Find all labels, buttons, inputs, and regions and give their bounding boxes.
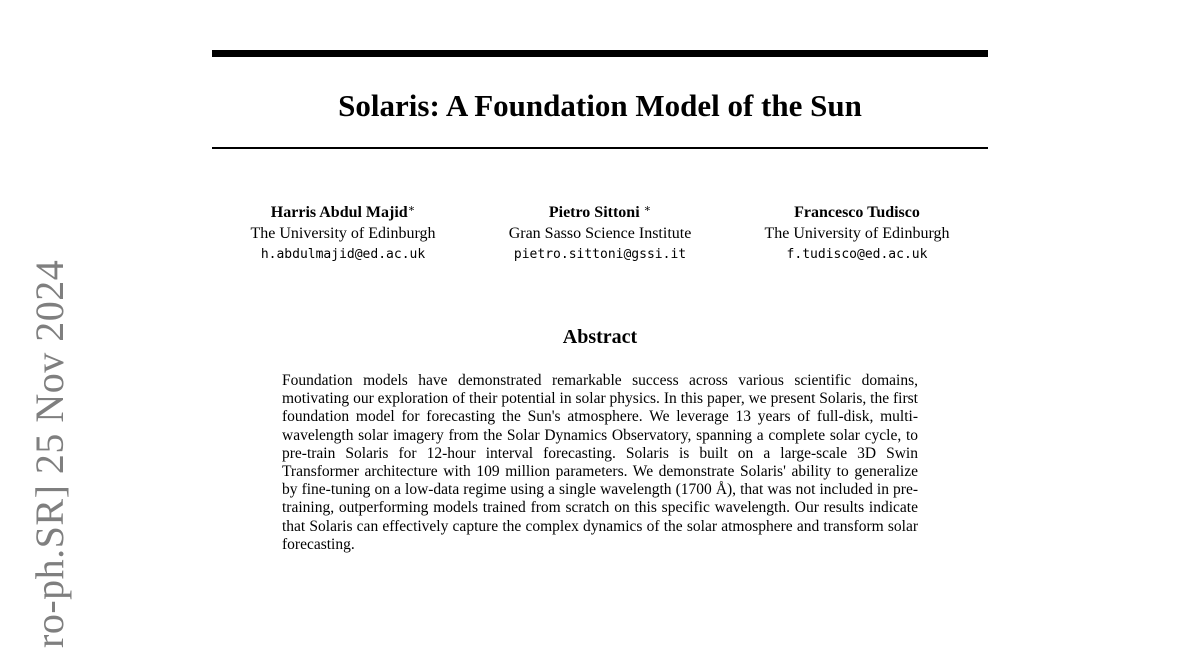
author-block xyxy=(212,203,988,273)
author-affiliation: Gran Sasso Science Institute xyxy=(508,225,692,242)
author-affiliation: The University of Edinburgh xyxy=(764,225,950,242)
author-email[interactable]: pietro.sittoni@gssi.it xyxy=(513,247,687,262)
equal-contribution-mark: ∗ xyxy=(407,203,416,215)
title-bottom-rule xyxy=(212,147,988,149)
author-2 xyxy=(470,203,730,265)
author-name: Harris Abdul Majid∗ xyxy=(270,203,416,221)
author-name: Francesco Tudisco xyxy=(794,204,920,221)
abstract-text: Foundation models have demonstrated remarkable success across various scientific domains, motivating our exploration of their potential in solar physics. In this paper, we present Solaris, the first foundation model for forecasting the Sun's atmosphere. We leverage 13 years of full-disk, multi-wavelength solar imagery from the Solar Dynamics Observatory, spanning a complete solar cycle, to pre-train Solaris for 12-hour interval forecasting. Solaris is built on a large-scale 3D Swin Transformer architecture with 109 million parameters. We demonstrate Solaris' ability to generalize by fine-tuning on a low-data regime using a single wavelength (1700 Å), that was not included in pre-training, outperforming models trained from scratch on this specific wavelength. Our results indicate that Solaris can effectively capture the complex dynamics of the solar atmosphere and transform solar forecasting. xyxy=(282,372,918,553)
author-email[interactable]: h.abdulmajid@ed.ac.uk xyxy=(260,247,426,262)
arxiv-identifier-stamp: ro-ph.SR] 25 Nov 2024 xyxy=(27,259,72,648)
title-top-rule xyxy=(212,50,988,57)
author-affiliation: The University of Edinburgh xyxy=(250,225,436,242)
author-email[interactable]: f.tudisco@ed.ac.uk xyxy=(786,247,928,262)
equal-contribution-mark: ∗ xyxy=(643,203,652,215)
paper-title: Solaris: A Foundation Model of the Sun xyxy=(338,88,862,123)
author-name: Pietro Sittoni ∗ xyxy=(548,203,652,221)
abstract-heading: Abstract xyxy=(562,326,638,348)
author-3 xyxy=(727,203,987,265)
author-1 xyxy=(213,203,473,265)
